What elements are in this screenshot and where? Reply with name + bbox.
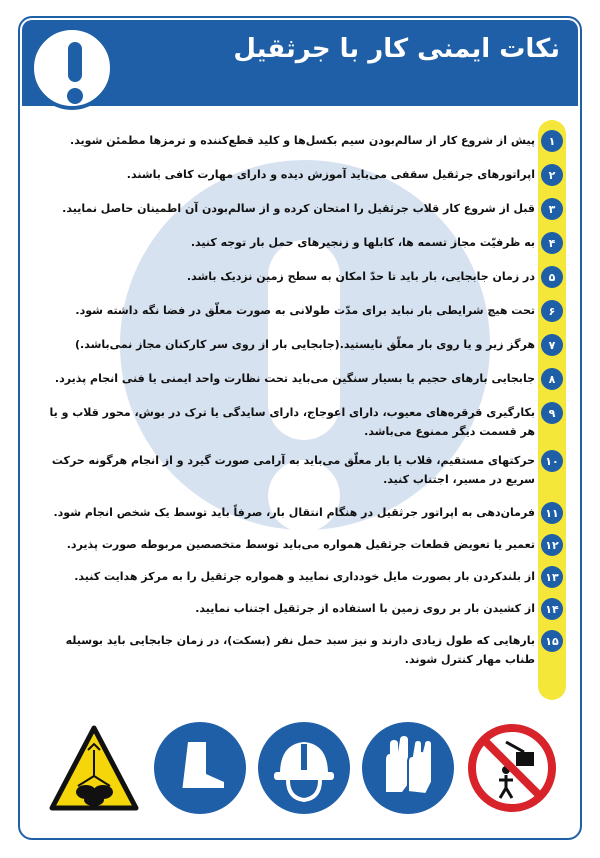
item-text: تعمیر یا تعویض قطعات جرثقیل همواره می‌باید توسط متخصصین مربوطه صورت پذیرد. — [66, 538, 535, 551]
item-text: پیش از شروع کار از سالم‌بودن سیم بکسل‌ها و کلید قطع‌کننده و ترمزها مطمئن شوید. — [70, 134, 535, 147]
item-number: ۱۳ — [541, 566, 563, 588]
list-item — [40, 198, 566, 232]
item-text: به ظرفیّت مجاز تسمه ها، کابلها و زنجیرهای حمل بار توجه کنید. — [190, 236, 535, 249]
list-item — [40, 450, 566, 502]
item-number: ۸ — [541, 368, 563, 390]
list-item — [40, 534, 566, 566]
list-item — [40, 232, 566, 266]
item-text: هرگز زیر و یا روی بار معلّق نایستید.(جابجایی بار از روی سر کارکنان مجاز نمی‌باشد.) — [75, 338, 535, 351]
suspended-load-warning-icon — [48, 724, 140, 816]
item-text: تحت هیچ شرایطی بار نباید برای مدّت طولانی به صورت معلّق در فضا نگه داشته شود. — [75, 304, 535, 317]
item-text: فرمان‌دهی به اپراتور جرثقیل در هنگام انتقال بار، صرفاً باید توسط یک شخص انجام شود. — [53, 506, 535, 519]
item-number: ۴ — [541, 232, 563, 254]
list-item — [40, 130, 566, 164]
list-item — [40, 502, 566, 534]
rules-list — [40, 130, 566, 674]
exclamation-icon — [30, 26, 114, 110]
item-number: ۹ — [541, 402, 563, 424]
item-number: ۱۲ — [541, 534, 563, 556]
list-item — [40, 598, 566, 630]
item-text: بارهایی که طول زیادی دارند و نیز سبد حمل نفر (بسکت)، در زمان جابجایی باید بوسیله طناب مهار کنترل شوند. — [65, 634, 535, 666]
hard-hat-icon — [258, 722, 350, 814]
list-item — [40, 300, 566, 334]
list-item — [40, 368, 566, 402]
list-item — [40, 566, 566, 598]
safety-gloves-icon — [362, 722, 454, 814]
item-number: ۷ — [541, 334, 563, 356]
item-number: ۵ — [541, 266, 563, 288]
safety-icons-row — [42, 722, 562, 822]
item-text: از بلندکردن بار بصورت مایل خودداری نمایید و همواره جرثقیل را به مرکز هدایت کنید. — [74, 570, 535, 583]
item-text: اپراتورهای جرثقیل سقفی می‌باید آموزش دیده و دارای مهارت کافی باشند. — [126, 168, 535, 181]
item-number: ۱ — [541, 130, 563, 152]
no-standing-under-load-icon — [466, 722, 558, 814]
safety-boots-icon — [154, 722, 246, 814]
list-item — [40, 164, 566, 198]
item-text: بکارگیری قرقره‌های معیوب، دارای اعوجاج، دارای سایدگی یا ترک در بوش، محور قلاب و یا هر قسمت دیگر ممنوع می‌باشد. — [49, 406, 535, 438]
item-text: حرکتهای مستقیم، قلاب یا بار معلّق می‌باید به آرامی صورت گیرد و از انجام هرگونه حرکت سریع در مسیر، اجتناب کنید. — [51, 454, 535, 486]
item-number: ۲ — [541, 164, 563, 186]
item-number: ۳ — [541, 198, 563, 220]
item-number: ۱۱ — [541, 502, 563, 524]
item-number: ۶ — [541, 300, 563, 322]
item-number: ۱۵ — [541, 630, 563, 652]
list-item — [40, 630, 566, 674]
item-text: قبل از شروع کار قلاب جرثقیل را امتحان کرده و از سالم‌بودن آن اطمینان حاصل نمایید. — [62, 202, 535, 215]
list-item — [40, 402, 566, 450]
item-number: ۱۴ — [541, 598, 563, 620]
item-text: جابجایی بارهای حجیم یا بسیار سنگین می‌باید تحت نظارت واحد ایمنی یا فنی انجام پذیرد. — [54, 372, 535, 385]
page-title: نکات ایمنی کار با جرثقیل — [233, 34, 560, 64]
item-number: ۱۰ — [541, 450, 563, 472]
list-item — [40, 266, 566, 300]
list-item — [40, 334, 566, 368]
item-text: از کشیدن بار بر روی زمین با استفاده از جرثقیل اجتناب نمایید. — [195, 602, 535, 615]
item-text: در زمان جابجایی، بار باید تا حدّ امکان به سطح زمین نزدیک باشد. — [186, 270, 535, 283]
